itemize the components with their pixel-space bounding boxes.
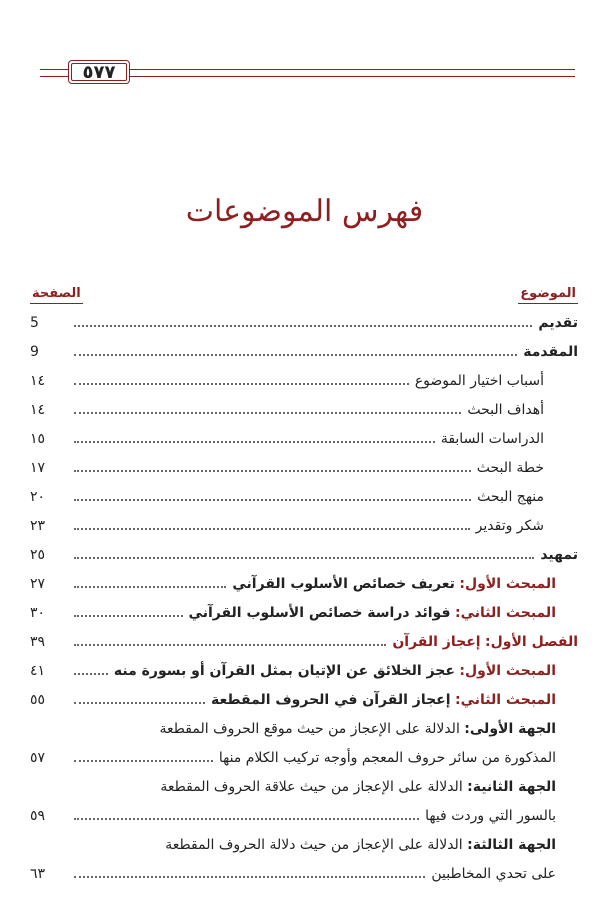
toc-entry-page: ٢٣ xyxy=(30,517,46,534)
leader-dots xyxy=(74,557,534,559)
leader-dots xyxy=(74,760,213,762)
leader-dots xyxy=(74,499,471,501)
toc-entry-label: أسباب اختيار الموضوع xyxy=(414,372,544,389)
toc-entry-label: منهج البحث xyxy=(477,488,544,505)
toc-entry xyxy=(30,627,578,656)
page-number-box xyxy=(68,60,130,84)
toc-entry-page: ٥٧ xyxy=(30,749,46,766)
leader-dots xyxy=(74,383,409,385)
toc-entry-page: ٦٣ xyxy=(30,865,46,882)
toc-entry-label: خطة البحث xyxy=(476,459,544,476)
toc-entry-page: ٣٩ xyxy=(30,633,46,650)
toc-entry xyxy=(30,395,578,424)
toc-entry-title: الدلالة على الإعجاز من حيث موقع الحروف المقطعة xyxy=(159,720,460,737)
toc-entry-label: الجهة الثالثة: xyxy=(467,836,556,853)
toc-entry-title: الدلالة على الإعجاز من حيث دلالة الحروف المقطعة xyxy=(165,836,463,853)
toc-entry-continuation xyxy=(30,743,578,772)
toc-entry xyxy=(30,453,578,482)
leader-dots xyxy=(74,615,183,617)
toc-entry-page: ٥٩ xyxy=(30,807,46,824)
table-of-contents xyxy=(30,308,578,888)
toc-entry xyxy=(30,772,578,801)
leader-dots xyxy=(74,673,108,675)
toc-entry-page: ٢٥ xyxy=(30,546,46,563)
toc-entry xyxy=(30,656,578,685)
leader-dots xyxy=(74,586,226,588)
toc-entry-label: المقدمة xyxy=(523,343,578,360)
toc-entry-label: الدراسات السابقة xyxy=(440,430,544,447)
page-number: ٥٧٧ xyxy=(82,61,116,83)
leader-dots xyxy=(74,702,205,704)
toc-entry-page: ٤١ xyxy=(30,662,46,679)
toc-entry-page: ١٤ xyxy=(30,401,46,418)
toc-entry-continuation xyxy=(30,801,578,830)
toc-entry-page: ١٤ xyxy=(30,372,46,389)
toc-entry xyxy=(30,598,578,627)
toc-entry-page: 5 xyxy=(30,314,39,331)
page-header xyxy=(40,60,575,92)
toc-entry-page: ٢٧ xyxy=(30,575,46,592)
toc-entry-label: تقديم xyxy=(538,314,578,331)
toc-entry-title-line2: بالسور التي وردت فيها xyxy=(425,807,556,824)
toc-entry-label: أهداف البحث xyxy=(467,401,544,418)
toc-entry-label: الجهة الثانية: xyxy=(467,778,556,795)
toc-entry xyxy=(30,569,578,598)
toc-entry xyxy=(30,337,578,366)
toc-entry-page: ١٧ xyxy=(30,459,46,476)
toc-entry-label: الفصل الأول: xyxy=(485,633,578,650)
toc-entry-title: إعجاز القرآن xyxy=(392,633,481,650)
toc-entry-label: المبحث الأول: xyxy=(459,575,556,592)
leader-dots xyxy=(74,412,461,414)
toc-entry-label: تمهيد xyxy=(540,546,578,563)
leader-dots xyxy=(74,354,517,356)
toc-entry-title: تعريف خصائص الأسلوب القرآني xyxy=(232,575,455,592)
toc-entry-page: ١٥ xyxy=(30,430,46,447)
toc-entry-label: المبحث الثاني: xyxy=(455,691,556,708)
toc-entry-continuation xyxy=(30,859,578,888)
leader-dots xyxy=(74,470,471,472)
leader-dots xyxy=(74,441,435,443)
toc-entry-title-line2: المذكورة من سائر حروف المعجم وأوجه تركيب الكلام منها xyxy=(218,749,556,766)
toc-entry xyxy=(30,424,578,453)
leader-dots xyxy=(74,528,470,530)
toc-entry-page: ٢٠ xyxy=(30,488,46,505)
leader-dots xyxy=(74,325,532,327)
toc-entry xyxy=(30,540,578,569)
column-heading-topic: الموضوع xyxy=(518,286,578,304)
toc-entry-label: الجهة الأولى: xyxy=(464,720,556,737)
toc-entry xyxy=(30,685,578,714)
toc-entry-page: ٥٥ xyxy=(30,691,46,708)
leader-dots xyxy=(74,644,386,646)
header-rule xyxy=(130,69,575,77)
toc-entry xyxy=(30,482,578,511)
toc-entry xyxy=(30,714,578,743)
toc-entry xyxy=(30,366,578,395)
column-heading-page: الصفحة xyxy=(30,286,83,304)
leader-dots xyxy=(74,818,419,820)
toc-entry-title-line2: على تحدي المخاطبين xyxy=(431,865,556,882)
toc-entry-page: ٣٠ xyxy=(30,604,46,621)
header-rule-left xyxy=(40,69,68,77)
toc-entry-page: 9 xyxy=(30,343,39,360)
page-title: فهرس الموضوعات xyxy=(185,194,424,229)
toc-entry-title: إعجاز القرآن في الحروف المقطعة xyxy=(210,691,451,708)
toc-entry-label: المبحث الأول: xyxy=(459,662,556,679)
toc-entry xyxy=(30,308,578,337)
column-headings xyxy=(30,282,578,304)
toc-entry-title: فوائد دراسة خصائص الأسلوب القرآني xyxy=(188,604,451,621)
toc-entry-title: عجز الخلائق عن الإتيان بمثل القرآن أو بسورة منه xyxy=(113,662,455,679)
toc-entry-label: المبحث الثاني: xyxy=(455,604,556,621)
toc-entry-title: الدلالة على الإعجاز من حيث علاقة الحروف المقطعة xyxy=(160,778,463,795)
leader-dots xyxy=(74,876,425,878)
toc-entry-label: شكر وتقدير xyxy=(475,517,544,534)
toc-entry xyxy=(30,511,578,540)
toc-entry xyxy=(30,830,578,859)
